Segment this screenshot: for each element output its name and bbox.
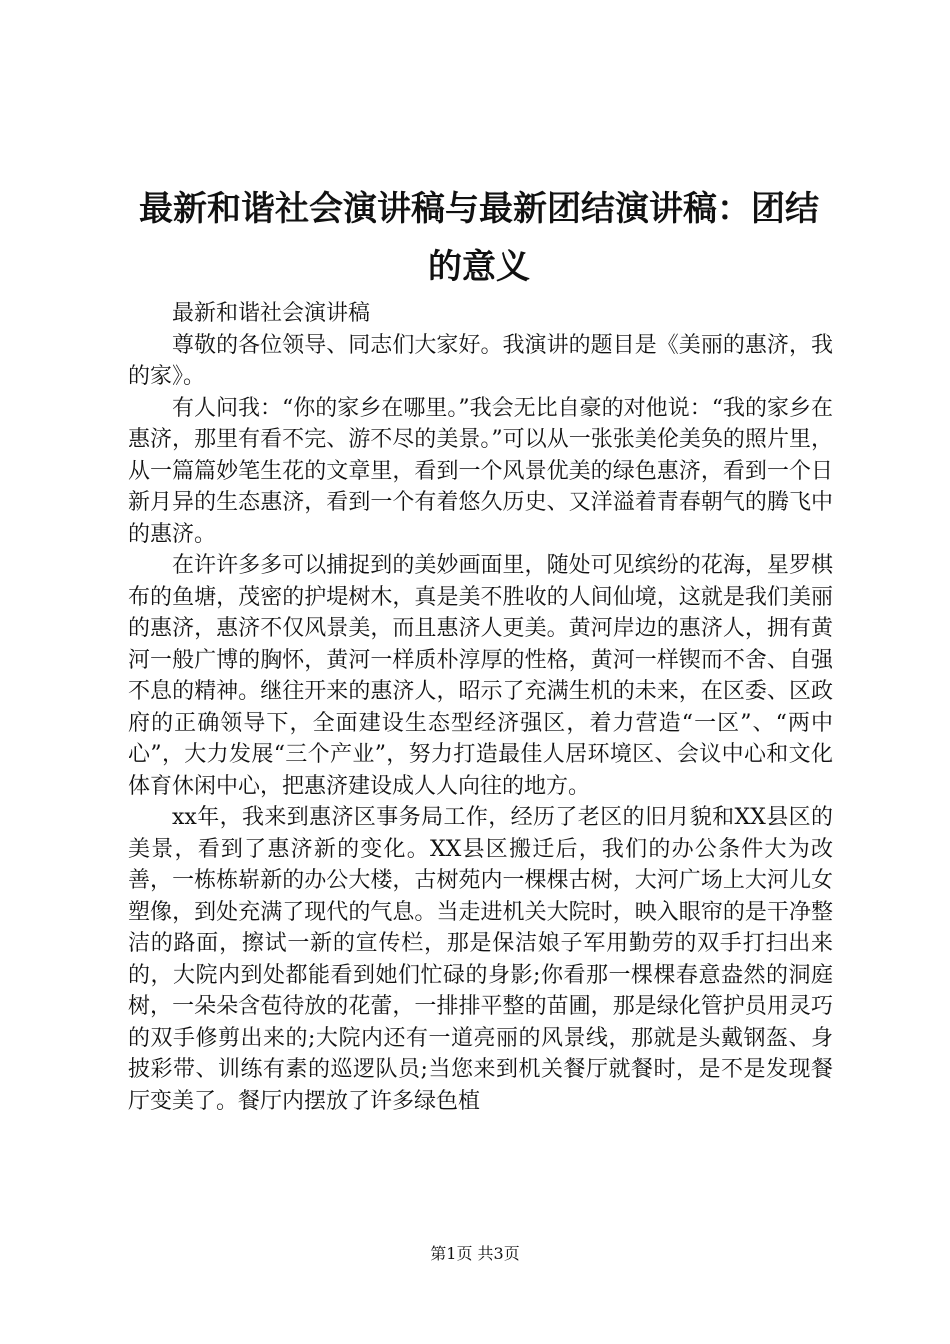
paragraph-greeting: 尊敬的各位领导、同志们大家好。我演讲的题目是《美丽的惠济，我的家》。: [128, 332, 833, 389]
document-body: [128, 298, 833, 1117]
paragraph-hometown: 有人问我：“你的家乡在哪里。”我会无比自豪的对他说：“我的家乡在惠济，那里有看不完、游不尽的美景。”可以从一张张美伦美奂的照片里，从一篇篇妙笔生花的文章里，看到一个风景优美的绿色惠济，看到一个日新月异的生态惠济，看到一个有着悠久历史、又洋溢着青春朝气的腾飞中的惠济。: [128, 395, 833, 547]
paragraph-scenery: 在许许多多可以捕捉到的美妙画面里，随处可见缤纷的花海，星罗棋布的鱼塘，茂密的护堤树木，真是美不胜收的人间仙境，这就是我们美丽的惠济，惠济不仅风景美，而且惠济人更美。黄河岸边的惠济人，拥有黄河一般广博的胸怀，黄河一样质朴淳厚的性格，黄河一样锲而不舍、自强不息的精神。继往开来的惠济人，昭示了充满生机的未来，在区委、区政府的正确领导下，全面建设生态型经济强区，着力营造“一区”、“两中心”，大力发展“三个产业”，努力打造最佳人居环境区、会议中心和文化体育休闲中心，把惠济建设成人人向往的地方。: [128, 553, 833, 799]
document-title: 最新和谐社会演讲稿与最新团结演讲稿：团结的意义: [139, 189, 819, 287]
paragraph-workplace: xx年，我来到惠济区事务局工作，经历了老区的旧月貌和XX县区的美景，看到了惠济新的变化。XX县区搬迁后，我们的办公条件大为改善，一栋栋崭新的办公大楼，古树苑内一棵棵古树，大河广场上大河儿女塑像，到处充满了现代的气息。当走进机关大院时，映入眼帘的是干净整洁的路面，擦试一新的宣传栏，那是保洁娘子军用勤劳的双手打扫出来的，大院内到处都能看到她们忙碌的身影;你看那一棵棵春意盎然的洞庭树，一朵朵含苞待放的花蕾，一排排平整的苗圃，那是绿化管护员用灵巧的双手修剪出来的;大院内还有一道亮丽的风景线，那就是头戴钢盔、身披彩带、训练有素的巡逻队员;当您来到机关餐厅就餐时，是不是发现餐厅变美了。餐厅内摆放了许多绿色植: [128, 805, 833, 1114]
paragraph-subtitle: 最新和谐社会演讲稿: [172, 301, 371, 326]
page-footer: 第1页 共3页: [430, 1244, 520, 1263]
